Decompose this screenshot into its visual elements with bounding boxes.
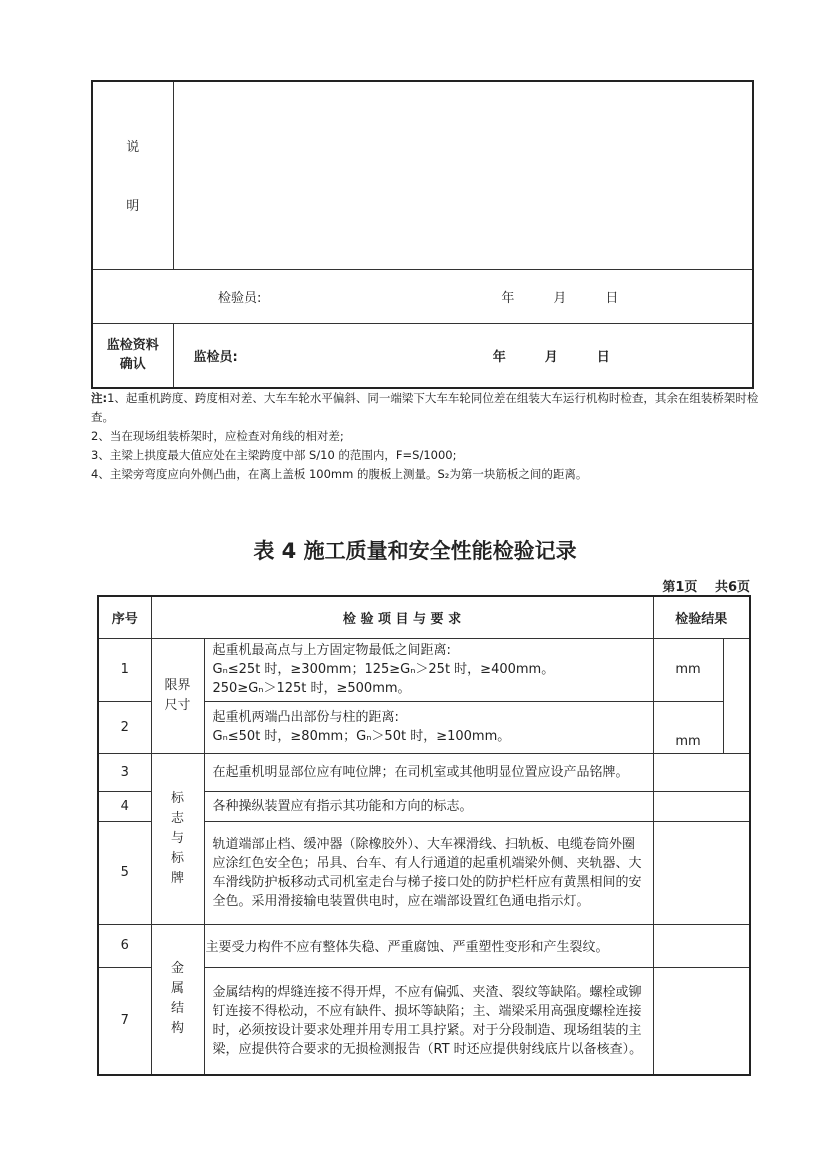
supervision-label-1: 监检资料 xyxy=(106,338,159,354)
row-text xyxy=(204,701,653,753)
row-text xyxy=(204,638,653,701)
inspector-date: 年 月 日 xyxy=(501,290,619,306)
row-no: 6 xyxy=(98,924,151,967)
explain-label xyxy=(92,81,173,269)
category: 金属结构 xyxy=(151,924,204,1075)
note-text: 1、起重机跨度、跨度相对差、大车车轮水平偏斜、同一端梁下大车车轮同位差在组装大车运行机构时检查，其余在组装桥架时检查。 xyxy=(91,391,759,424)
result-extra[interactable] xyxy=(723,638,750,753)
row-no: 2 xyxy=(98,701,151,753)
header-items: 检 验 项 目 与 要 求 xyxy=(151,596,653,638)
row-no: 3 xyxy=(98,753,151,791)
line: Gₙ≤25t 时，≥300mm；125≥Gₙ＞25t 时，≥400mm。 xyxy=(212,662,555,677)
explanation-table xyxy=(91,80,754,389)
supervisor-label: 监检员: xyxy=(193,349,238,365)
inspector-label: 检验员: xyxy=(218,290,262,306)
header-result: 检验结果 xyxy=(653,596,750,638)
result-field[interactable]: mm xyxy=(653,638,723,701)
explain-char: 说 xyxy=(126,140,140,156)
explain-field[interactable] xyxy=(173,81,753,269)
note-2: 2、当在现场组装桥架时，应检查对角线的相对差; xyxy=(91,429,344,443)
line: Gₙ≤50t 时，≥80mm；Gₙ＞50t 时，≥100mm。 xyxy=(212,729,511,744)
result-field[interactable] xyxy=(653,821,750,924)
explain-char: 明 xyxy=(126,199,140,215)
supervision-label-2: 确认 xyxy=(119,357,146,373)
result-field[interactable] xyxy=(653,753,750,791)
inspector-row xyxy=(92,269,753,323)
header-no: 序号 xyxy=(98,596,151,638)
row-no: 1 xyxy=(98,638,151,701)
row-text: 各种操纵装置应有指示其功能和方向的标志。 xyxy=(204,791,653,821)
line: 起重机两端凸出部份与柱的距离: xyxy=(212,710,399,725)
table-title: 表 4 施工质量和安全性能检验记录 xyxy=(253,539,577,563)
row-text: 在起重机明显部位应有吨位牌；在司机室或其他明显位置应设产品铭牌。 xyxy=(204,753,653,791)
line: 250≥Gₙ＞125t 时，≥500mm。 xyxy=(212,681,411,696)
notes xyxy=(91,389,761,484)
result-field[interactable] xyxy=(653,967,750,1075)
result-field[interactable] xyxy=(653,924,750,967)
row-no: 5 xyxy=(98,821,151,924)
row-no: 4 xyxy=(98,791,151,821)
note-3: 3、主梁上拱度最大值应处在主梁跨度中部 S/10 的范围内，F=S/1000; xyxy=(91,448,457,462)
supervision-label xyxy=(92,323,173,388)
result-field[interactable]: mm xyxy=(653,701,723,753)
line: 起重机最高点与上方固定物最低之间距离: xyxy=(212,643,451,658)
note-1 xyxy=(91,389,761,427)
row-text: 金属结构的焊缝连接不得开焊，不应有偏弧、夹渣、裂纹等缺陷。螺栓或铆钉连接不得松动，不应有缺件、损坏等缺陷；主、端梁采用高强度螺栓连接时，必须按设计要求处理并用专用工具拧紧。对于分段制造、现场组装的主梁，应提供符合要求的无损检测报告（RT 时还应提供射线底片以备核查）。 xyxy=(204,967,653,1075)
result-field[interactable] xyxy=(653,791,750,821)
notes-prefix: 注: xyxy=(91,391,108,405)
row-text: 主要受力构件不应有整体失稳、严重腐蚀、严重塑性变形和产生裂纹。 xyxy=(204,924,653,967)
supervisor-cell xyxy=(173,323,753,388)
note-4: 4、主梁旁弯度应向外侧凸曲，在离上盖板 100mm 的腹板上测量。S₂为第一块筋板之间的距离。 xyxy=(91,467,588,481)
row-no: 7 xyxy=(98,967,151,1075)
category: 标志与标牌 xyxy=(151,753,204,924)
supervisor-date: 年 月 日 xyxy=(492,349,610,365)
page-info: 第1页 共6页 xyxy=(662,580,750,595)
category: 限界尺寸 xyxy=(151,638,204,753)
inspection-table xyxy=(97,595,751,1076)
row-text: 轨道端部止档、缓冲器（除橡胶外）、大车裸滑线、扫轨板、电缆卷筒外圈应涂红色安全色；吊具、台车、有人行通道的起重机端梁外侧、夹轨器、大车滑线防护板移动式司机室走台与梯子接口处的防护栏杆应有黄黑相间的安全色。采用滑接输电装置供电时，应在端部设置红色通电指示灯。 xyxy=(204,821,653,924)
